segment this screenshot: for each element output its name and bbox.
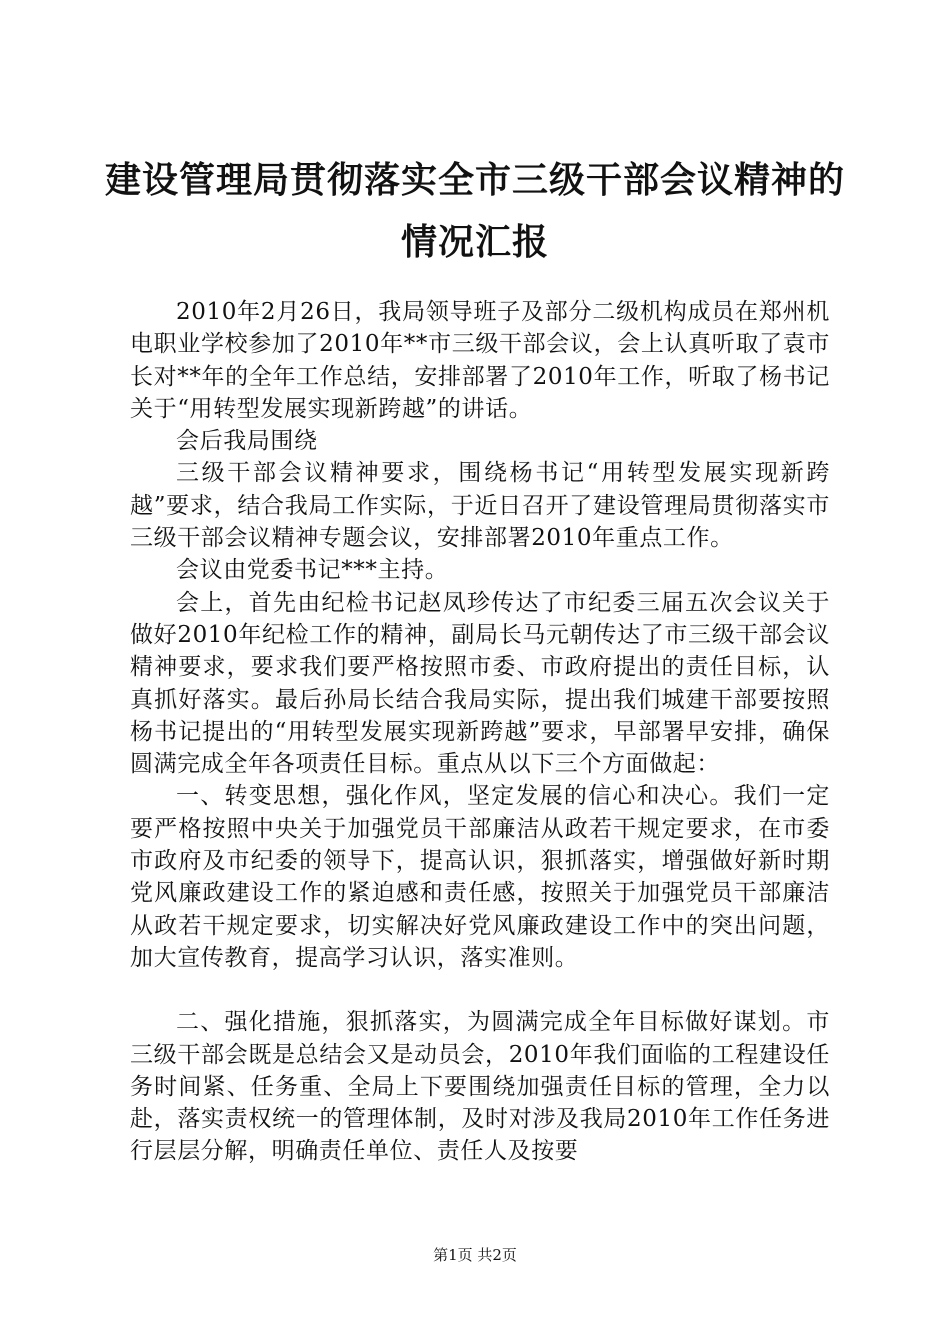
document-title-line-2: 情况汇报 bbox=[400, 221, 549, 263]
paragraph-meeting-attendance: 2010年2月26日，我局领导班子及部分二级机构成员在郑州机电职业学校参加了2010年**市三级干部会议，会上认真听取了袁市长对**年的全年工作总结，安排部署了2010年工作，听取了杨书记关于“用转型发展实现新跨越”的讲话。 bbox=[130, 299, 830, 422]
paragraph-point-two: 二、强化措施，狠抓落实，为圆满完成全年目标做好谋划。市三级干部会既是总结会又是动员会，2010年我们面临的工程建设任务时间紧、任务重、全局上下要围绕加强责任目标的管理，全力以赴，落实责权统一的管理体制，及时对涉及我局2010年工作任务进行层层分解，明确责任单位、责任人及按要 bbox=[130, 1009, 830, 1165]
paragraph-point-one: 一、转变思想，强化作风，坚定发展的信心和决心。我们一定要严格按照中央关于加强党员干部廉洁从政若干规定要求，在市委市政府及市纪委的领导下，提高认识，狠抓落实，增强做好新时期党风廉政建设工作的紧迫感和责任感，按照关于加强党员干部廉洁从政若干规定要求，切实解决好党风廉政建设工作中的突出问题，加大宣传教育，提高学习认识，落实准则。 bbox=[130, 783, 830, 971]
paragraph-meeting-host: 会议由党委书记***主持。 bbox=[176, 557, 449, 584]
paragraph-after-meeting: 会后我局围绕 bbox=[176, 428, 318, 455]
paragraph-meeting-content: 会上，首先由纪检书记赵凤珍传达了市纪委三届五次会议关于做好2010年纪检工作的精神，副局长马元朝传达了市三级干部会议精神要求，要求我们要严格按照市委、市政府提出的责任目标，认真抓好落实。最后孙局长结合我局实际，提出我们城建干部要按照杨书记提出的“用转型发展实现新跨越”要求，早部署早安排，确保圆满完成全年各项责任目标。重点从以下三个方面做起： bbox=[130, 589, 830, 778]
document-title-line-1: 建设管理局贯彻落实全市三级干部会议精神的 bbox=[104, 159, 845, 201]
page-footer: 第1页 共2页 bbox=[433, 1246, 517, 1264]
paragraph-special-meeting: 三级干部会议精神要求，围绕杨书记“用转型发展实现新跨越”要求，结合我局工作实际，于近日召开了建设管理局贯彻落实市三级干部会议精神专题会议，安排部署2010年重点工作。 bbox=[130, 460, 830, 552]
paragraph-gap bbox=[130, 974, 830, 1006]
document-body bbox=[130, 296, 830, 1168]
